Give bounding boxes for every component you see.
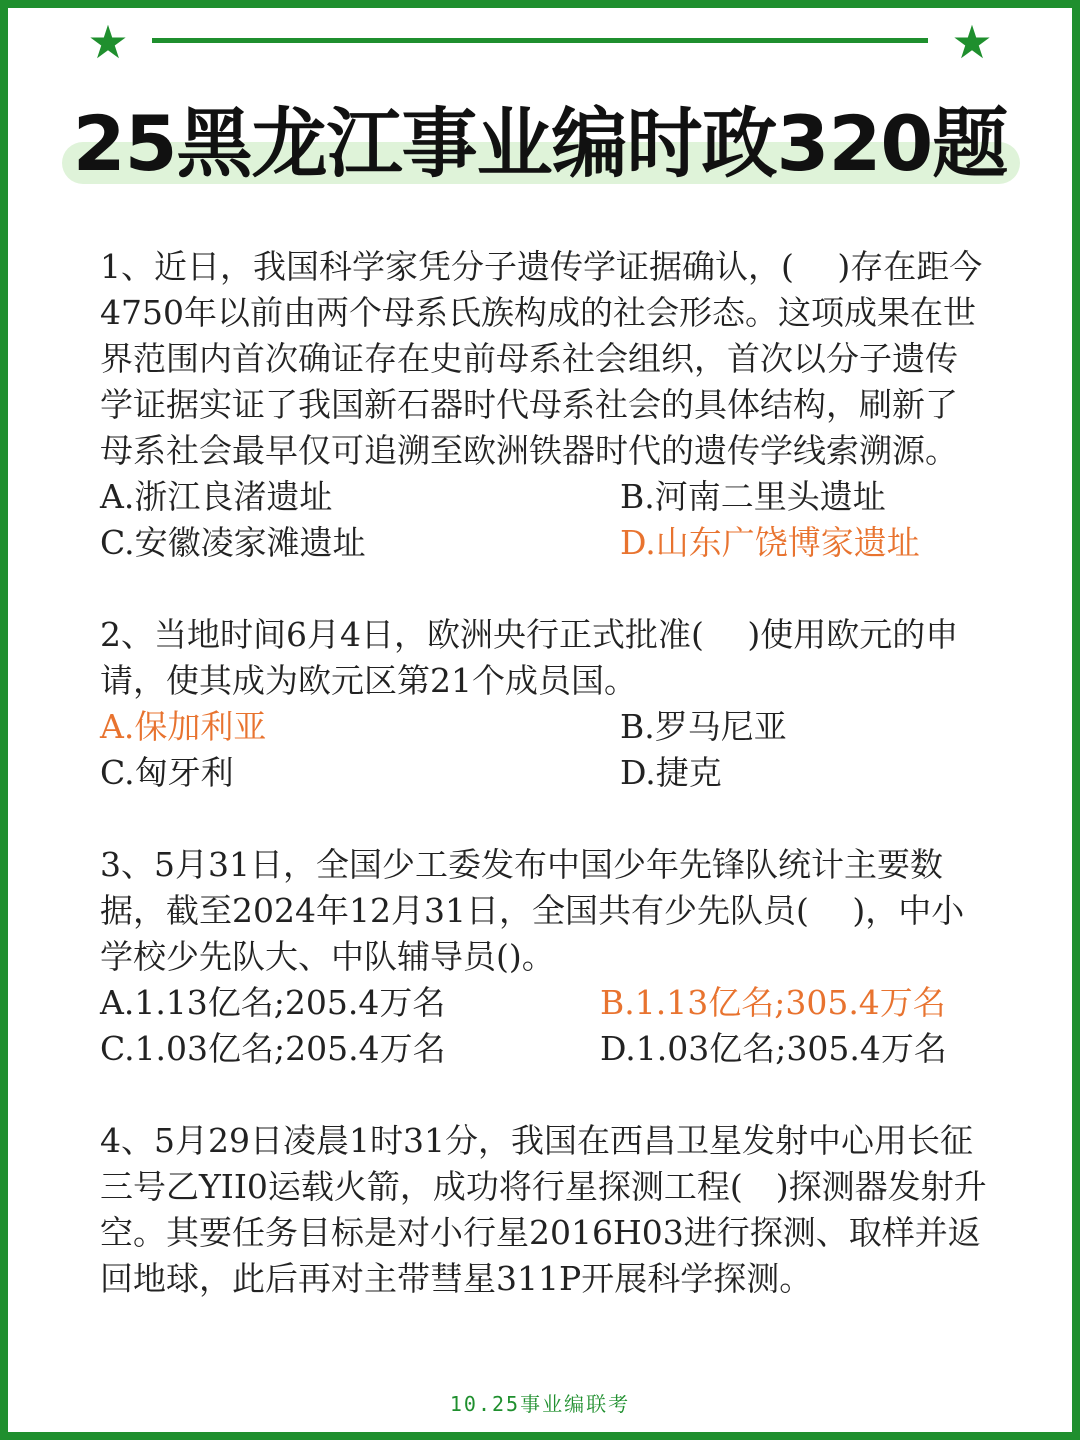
option-grid bbox=[100, 704, 990, 796]
option-d: D.山东广饶博家遗址 bbox=[620, 523, 920, 562]
question-text: 4、5月29日凌晨1时31分，我国在西昌卫星发射中心用长征三号乙YII0运载火箭，成功将行星探测工程( )探测器发射升空。其要任务目标是对小行星2016H03进行探测、取样并返回地球，此后再对主带彗星311P开展科学探测。 bbox=[100, 1121, 987, 1298]
question-text: 3、5月31日，全国少工委发布中国少年先锋队统计主要数据，截至2024年12月31日，全国共有少先队员( )，中小学校少先队大、中队辅导员()。 bbox=[100, 845, 965, 976]
question-text: 1、近日，我国科学家凭分子遗传学证据确认，( )存在距今4750年以前由两个母系氏族构成的社会形态。这项成果在世界范围内首次确证存在史前母系社会组织，首次以分子遗传学证据实证了我国新石器时代母系社会的具体结构，刷新了母系社会最早仅可追溯至欧洲铁器时代的遗传学线索溯源。 bbox=[100, 247, 983, 470]
question-2 bbox=[100, 612, 990, 796]
option-c: C.安徽凌家滩遗址 bbox=[100, 523, 366, 562]
option-grid bbox=[100, 980, 990, 1072]
star-icon: ★ bbox=[951, 15, 993, 69]
option-grid bbox=[100, 474, 990, 566]
option-b: B.1.13亿名;305.4万名 bbox=[600, 983, 946, 1022]
option-a: A.1.13亿名;205.4万名 bbox=[100, 983, 446, 1022]
question-4 bbox=[100, 1118, 990, 1302]
question-list bbox=[100, 244, 990, 1302]
footer-caption: 10.25事业编联考 bbox=[449, 1392, 631, 1416]
question-1 bbox=[100, 244, 990, 566]
option-c: C.1.03亿名;205.4万名 bbox=[100, 1029, 446, 1068]
option-d: D.捷克 bbox=[620, 753, 722, 792]
question-3 bbox=[100, 842, 990, 1072]
option-a: A.保加利亚 bbox=[100, 707, 267, 746]
star-icon: ★ bbox=[87, 15, 129, 69]
option-c: C.匈牙利 bbox=[100, 753, 234, 792]
option-d: D.1.03亿名;305.4万名 bbox=[600, 1029, 947, 1068]
option-a: A.浙江良渚遗址 bbox=[100, 477, 333, 516]
question-text: 2、当地时间6月4日，欧洲央行正式批准( )使用欧元的申请，使其成为欧元区第21个成员国。 bbox=[100, 615, 959, 700]
top-divider bbox=[152, 38, 928, 43]
option-b: B.罗马尼亚 bbox=[620, 707, 787, 746]
page-title: 25黑龙江事业编时政320题 bbox=[72, 99, 1008, 188]
option-b: B.河南二里头遗址 bbox=[620, 477, 886, 516]
